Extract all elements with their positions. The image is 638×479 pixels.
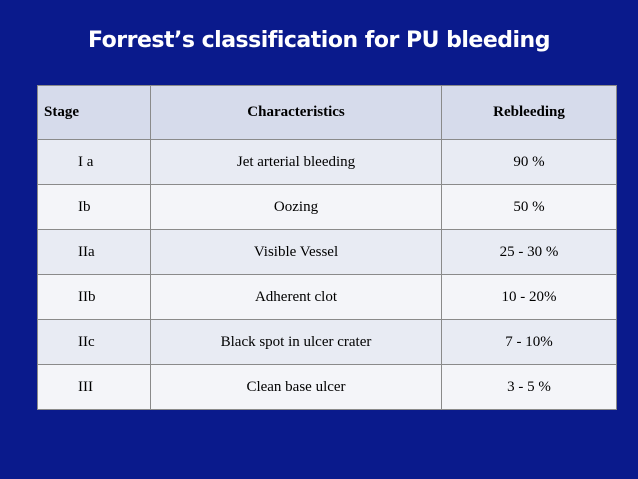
table-row xyxy=(38,320,617,365)
cell-stage: IIb xyxy=(38,275,151,320)
header-characteristics: Characteristics xyxy=(151,86,442,140)
cell-characteristics: Clean base ulcer xyxy=(151,365,442,410)
header-rebleeding: Rebleeding xyxy=(442,86,617,140)
table-row xyxy=(38,365,617,410)
cell-characteristics: Black spot in ulcer crater xyxy=(151,320,442,365)
cell-rebleeding: 3 - 5 % xyxy=(442,365,617,410)
table-row xyxy=(38,140,617,185)
cell-characteristics: Visible Vessel xyxy=(151,230,442,275)
cell-characteristics: Adherent clot xyxy=(151,275,442,320)
cell-rebleeding: 10 - 20% xyxy=(442,275,617,320)
slide-title: Forrest’s classification for PU bleeding xyxy=(88,28,550,53)
cell-stage: III xyxy=(38,365,151,410)
classification-table xyxy=(37,85,617,410)
cell-characteristics: Jet arterial bleeding xyxy=(151,140,442,185)
cell-stage: IIa xyxy=(38,230,151,275)
header-stage: Stage xyxy=(38,86,151,140)
table-row xyxy=(38,185,617,230)
cell-rebleeding: 90 % xyxy=(442,140,617,185)
cell-stage: Ib xyxy=(38,185,151,230)
table-row xyxy=(38,230,617,275)
cell-stage: I a xyxy=(38,140,151,185)
table-row xyxy=(38,275,617,320)
classification-table-container xyxy=(37,85,607,418)
cell-rebleeding: 25 - 30 % xyxy=(442,230,617,275)
cell-characteristics: Oozing xyxy=(151,185,442,230)
table-header-row xyxy=(38,86,617,140)
cell-stage: IIc xyxy=(38,320,151,365)
cell-rebleeding: 7 - 10% xyxy=(442,320,617,365)
cell-rebleeding: 50 % xyxy=(442,185,617,230)
